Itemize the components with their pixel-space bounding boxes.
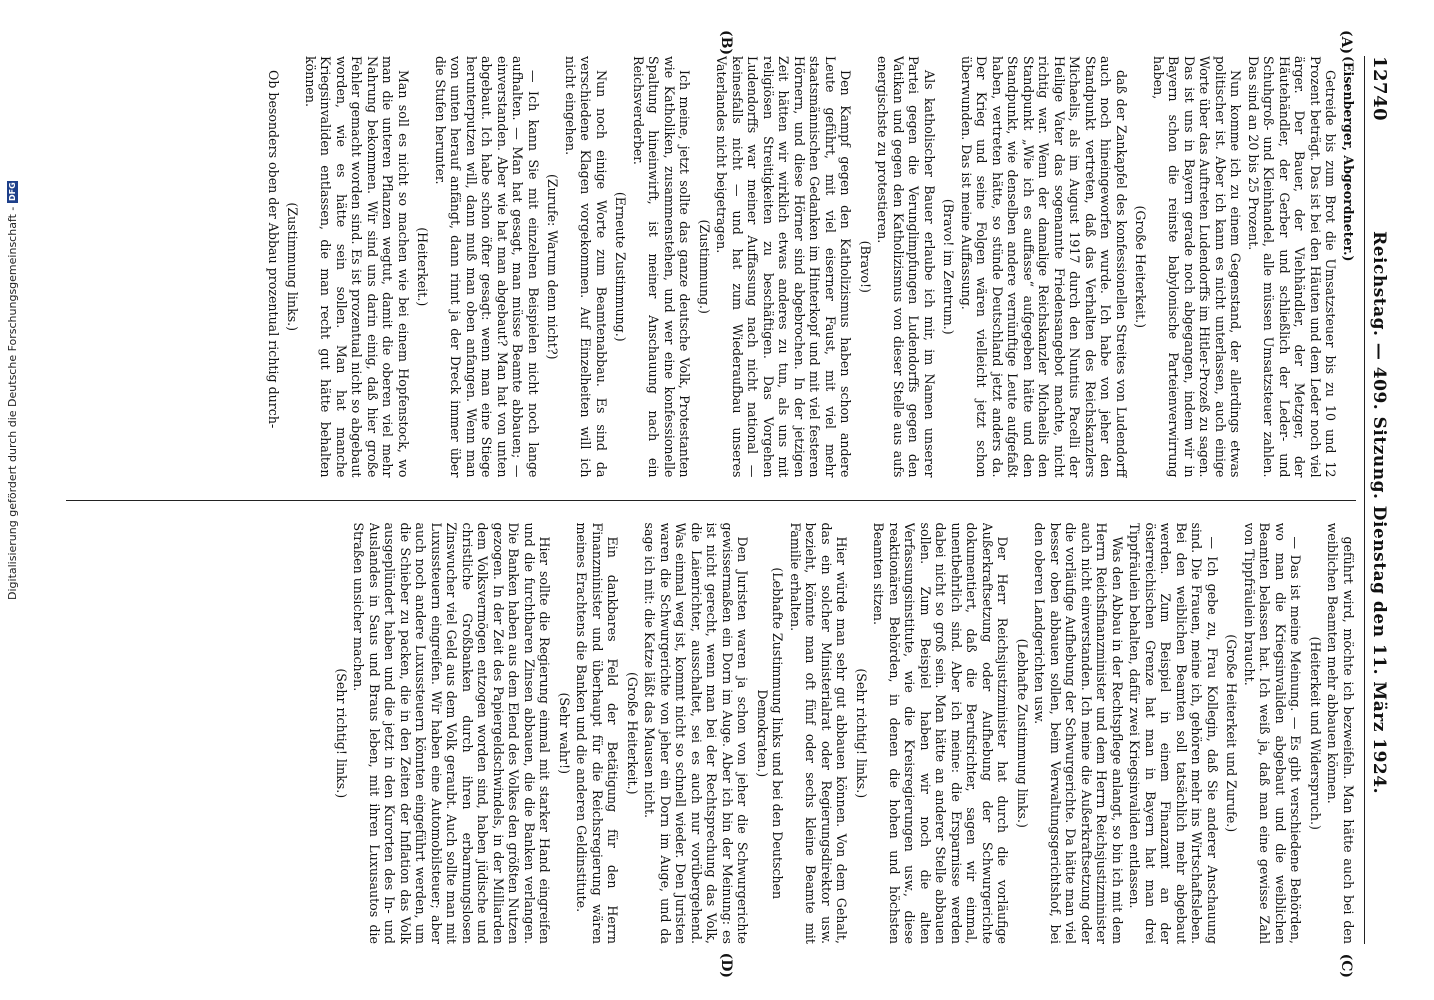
paragraph: Als katholischer Bauer erlaube ich mir, im Namen unserer Partei gegen die Verunglimpfungen Ludendorffs gegen den Vatikan und gegen den Katholizismus von dieser Stelle aus aufs energischste zu protestieren. [875, 56, 937, 478]
interjection: (Bravo!) [858, 240, 873, 293]
interjection: (Sehr richtig! links.) [854, 668, 869, 799]
speaker-line: (Eisenberger, Abgeordneter.) [1341, 56, 1356, 262]
margin-mark-a: (A) [1338, 30, 1354, 55]
interjection: (Sehr wahr!) [557, 692, 572, 775]
column-divider [66, 500, 1356, 501]
paragraph: Nun komme ich zu einem Gegenstand, der allerdings etwas politischer ist. Aber ich kann es nicht unterlassen, auch einige Worte über das Auftreten Ludendorffs im Hitler-Prozeß zu sagen. Das ist uns in Bayern gerade noch abgegangen, indem wir in Bayern schon die reinste babylonische Parteienverwirrung haben, [1151, 56, 1244, 478]
paragraph: Der Herr Reichsjustizminister hat durch die vorläufige Außerkraftsetzung oder Aufhebung der Schwurgerichte dokumentiert, daß die Berufsrichter, sagen wir einmal, unentbehrlich sind. Aber ich meine: die Ersparnisse werden dabei nicht so groß sein. Man hätte an anderer Stelle abbauen sollen. Zum Beispiel haben wir noch die alten Verfassungsinstitute, wie die Kreisregierungen usw., diese reaktionären Behörden, in denen die hohen und höchsten Beamten sitzen. [871, 522, 1011, 944]
paragraph: Ich meine, jetzt sollte das ganze deutsche Volk, Protestanten wie Katholiken, zusammenstehen, und wer eine konfessionelle Spaltung hineinwirft, ist meiner Anschauung nach ein Reichsverderber. [631, 56, 693, 478]
left-column [66, 56, 1356, 478]
dfg-logo-icon: DFG [7, 182, 17, 201]
interjection: (Lebhafte Zustimmung links und bei den Deutschen Demokraten.) [755, 567, 786, 900]
paragraph: Ein dankbares Feld der Betätigung für den Herrn Finanzminister und überhaupt für die Reichsregierung wären meines Erachtens die Banken und die anderen Geldinstitute. [574, 522, 621, 944]
text-columns [66, 56, 1356, 944]
interjection: (Zustimmung.) [697, 219, 712, 314]
paragraph: geführt wird, möchte ich bezweifeln. Man hätte auch bei den weiblichen Beamten mehr abbauen können. [1325, 522, 1356, 944]
paragraph: Was den Abbau in der Rechtspflege anlangt, so bin ich mit dem Herrn Reichsfinanzminister und dem Herrn Reichsjustizminister auch nicht einverstanden. Ich meine die Außerkraftsetzung oder die vorläufige Aufhebung der Schwurgerichte. Da hätte man viel besser oben abbauen sollen, beim Verwaltungsgerichtshof, bei den oberen Landgerichten usw. [1032, 522, 1125, 944]
margin-mark-c: (C) [1338, 953, 1354, 978]
paragraph: — Ich kann Sie mit einzelnen Beispielen nicht noch lange aufhalten. — Man hat gesagt, man müsse Beamte abbauen; — einverstanden. Aber wie hat man abgebaut? Man hat von unten abgebaut. Ich habe schon öfter gesagt: wenn man eine Stiege herunterputzen will, dann muß man oben anfangen. Wenn man von unten herauf anfängt, dann rinnt ja der Dreck immer über die Stufen herunter. [433, 56, 541, 478]
interjection: (Große Heiterkeit und Zurufe.) [1224, 634, 1240, 833]
credit-text: Digitalisierung gefördert durch die Deutsche Forschungsgemeinschaft - [5, 206, 19, 600]
interjection: (Große Heiterkeit.) [1133, 205, 1149, 329]
paragraph: Hier sollte die Regierung einmal mit starker Hand eingreifen und die furchtbaren Zinsen abbauen, die die Banken verlangen. Die Banken haben aus dem Elend des Volkes den größten Nutzen gezogen. In der Zeit des Papiergeldschwindels, in der Milliarden dem Volksvermögen entzogen worden sind, haben jüdische und christliche Großbanken durch ihren erbarmungslosen Zinswucher viel Geld aus dem Volk geraubt. Auch sollte man mit Luxussteuern eingreifen. Wir haben eine Automobilsteuer; aber auch noch andere Luxussteuern könnten eingeführt werden, um die Schieber zu packen, die in den Zeiten der Inflation das Volk ausgeplündert haben und die jetzt in den Kurorten des In- und Auslandes in Saus und Braus leben, mit ihren Luxusautos die Straßen unsicher machen. [351, 522, 553, 944]
interjection: (Bravo! im Zentrum.) [941, 198, 957, 335]
digitization-credit [4, 180, 20, 600]
interjection: (Zurufe: Warum denn nicht?) [545, 174, 561, 360]
paragraph: Nun noch einige Worte zum Beamtenabbau. Es sind da verschiedene Klagen vorgekommen. Auf Einzelheiten will ich nicht eingehen. [563, 56, 609, 478]
interjection: (Zustimmung links.) [285, 202, 301, 332]
paragraph: Man soll es nicht so machen wie bei einem Hopfenstock, wo man die unteren Pflanzen wegtut, damit die oberen viel mehr Nahrung bekommen. Wir sind uns darin einig, daß hier große Fehler gemacht worden sind. Es ist prozentual nicht so abgebaut worden, wie es hätte sein sollen. Man hat manche Kriegsinvaliden entlassen, die man recht gut hätte behalten können. [303, 56, 411, 478]
interjection: (Heiterkeit und Widerspruch.) [1308, 636, 1323, 830]
margin-mark-b: (B) [718, 30, 734, 56]
paragraph: Getreide bis zum Brot die Umsatzsteuer bis zu 10 und 12 Prozent beträgt. Das ist bei den Häuten und dem Leder noch viel ärger. Der Bauer, der Viehhändler, der Metzger, der Häutehändler, der Gerber und schließlich der Leder- und Schuhgroß- und Kleinhandel, alle müssen Umsatzsteuer zahlen. Das sind an 20 bis 25 Prozent. [1246, 56, 1339, 478]
page-header [1364, 56, 1390, 944]
paragraph: — Das ist meine Meinung. — Es gibt verschiedene Behörden, wo man die Kriegsinvaliden abgebaut und die weiblichen Beamten belassen hat. Ich weiß ja, daß man eine gewisse Zahl von Tippfräulein braucht. [1242, 522, 1304, 944]
right-column [66, 523, 1356, 945]
paragraph: Den Kampf gegen den Katholizismus haben schon andere Leute geführt, mit viel eiserner Faust, mit viel mehr staatsmännischen Gedanken im Hinterkopf und mit viel festeren Hörnern, und diese Hörner sind abgebrochen. In der jetzigen Zeit hätten wir wirklich etwas anderes zu tun, als uns mit religiösen Streitigkeiten zu beschäftigen. Das Vorgehen Ludendorffs war meiner Auffassung nach nicht national — keinesfalls nicht — und hat zum Wiederaufbau unseres Vaterlandes nicht beigetragen. [714, 56, 854, 478]
paragraph: Den Juristen waren ja schon von jeher die Schwurgerichte gewissermaßen ein Dorn im Auge. Aber ich bin der Meinung: es ist nicht gerecht, wenn man bei der Rechtsprechung das Volk, die Laienrichter, ausschaltet, sei es auch nur vorübergehend. Was einmal weg ist, kommt nicht so schnell wieder. Den Juristen waren die Schwurgerichte von jeher ein Dorn im Auge, und da sage ich mit: die Katze läßt das Mausen nicht. [642, 522, 751, 944]
paragraph: Ob besonders oben der Abbau prozentual richtig durch- [266, 70, 281, 429]
interjection: (Heiterkeit.) [415, 227, 431, 307]
paragraph: Hier würde man sehr gut abbauen können. Von dem Gehalt, das ein solcher Ministerialrat oder Regierungsdirektor usw. bezieht, könnte man oft fünf oder sechs kleine Beamte mit Familie erhalten. [788, 522, 850, 944]
interjection: (Große Heiterkeit.) [625, 671, 640, 795]
paragraph: — Ich gebe zu, Frau Kollegin, daß Sie anderer Anschauung sind. Die Frauen, meine ich, gehören mehr ins Wirtschaftsleben. Bei den weiblichen Beamten soll tatsächlich mehr abgebaut werden. Zum Beispiel in einem Finanzamt an der österreichischen Grenze hat man in Bayern hat man drei Tippfräulein behalten, dafür zwei Kriegsinvaliden entlassen. [1127, 522, 1220, 944]
page-number: 12740 [1369, 56, 1390, 122]
margin-mark-d: (D) [718, 952, 734, 978]
interjection: (Lebhafte Zustimmung links.) [1015, 638, 1030, 828]
paragraph: daß der Zankapfel des konfessionellen Streites von Ludendorff auch noch hineingeworfen wurde. Ich habe von jeher den Standpunkt vertreten, daß das Verhalten des Reichskanzlers Michaelis, als im August 1917 durch den Nuntius Pacelli der Heilige Vater das sogenannte Friedensangebot machte, nicht richtig war. Wenn der damalige Reichskanzler Michaelis den Standpunkt „Wie ich es auffasse“ aufgegeben hätte und den Standpunkt, wie denselben andere vernünftige Leute aufgefaßt haben, vertreten hätte, so stünde Deutschland jetzt anders da. Der Krieg und seine Folgen wären vielleicht jetzt schon überwunden. Das ist meine Auffassung. [959, 56, 1129, 478]
interjection: (Sehr richtig! links.) [334, 668, 349, 799]
interjection: (Erneute Zustimmung.) [613, 191, 629, 342]
page-title: Reichstag. — 409. Sitzung. Dienstag den 11. März 1924. [1369, 231, 1389, 794]
